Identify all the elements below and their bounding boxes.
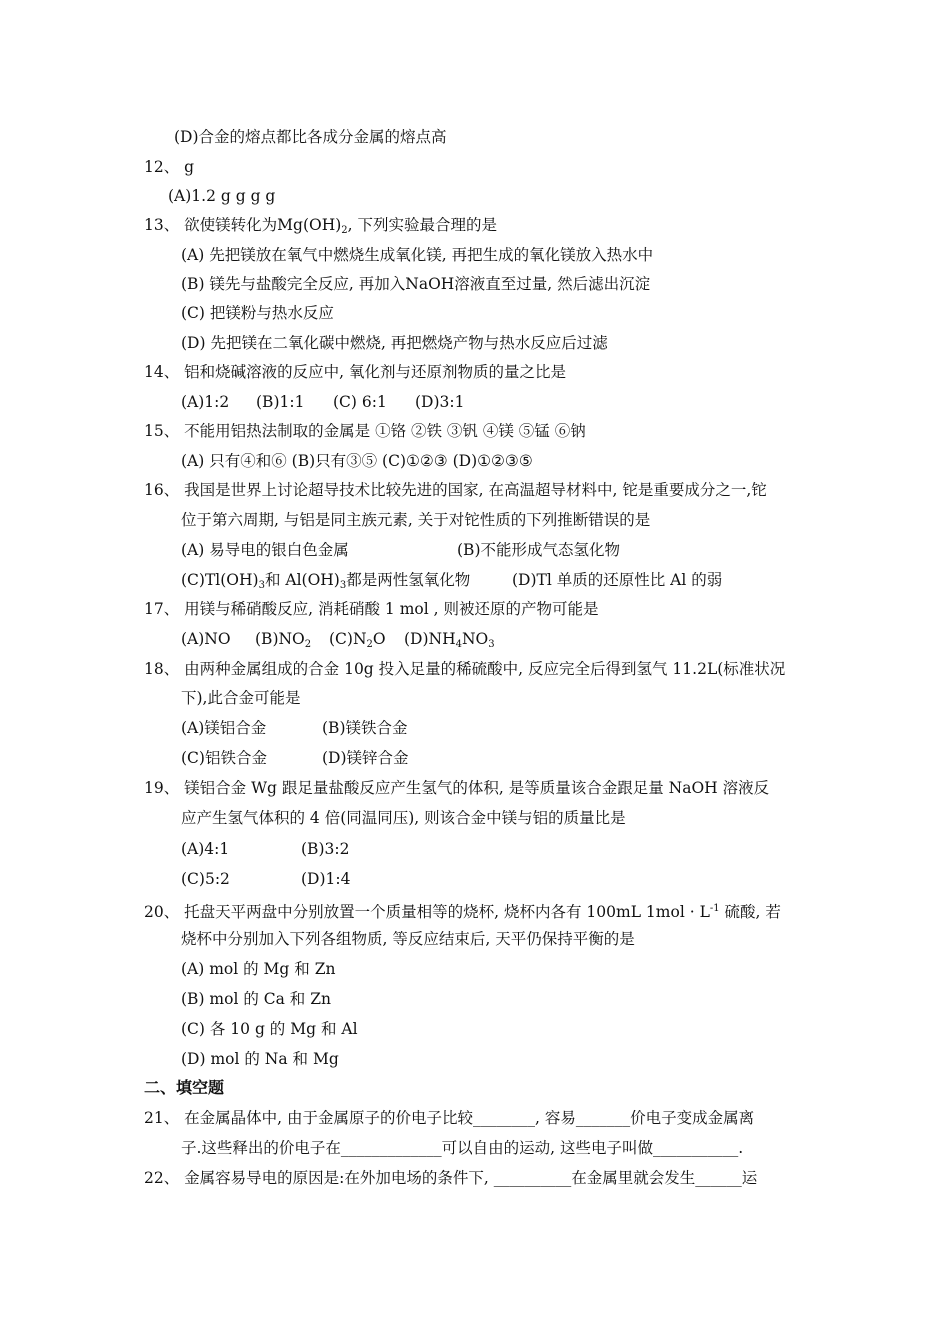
q15-stem: 15、 不能用铝热法制取的金属是 ①铬 ②铁 ③钒 ④镁 ⑤锰 ⑥钠 [144, 422, 586, 440]
q11-option-d: (D)合金的熔点都比各成分金属的熔点高 [174, 128, 447, 146]
q20-option-c: (C) 各 10 g 的 Mg 和 Al [181, 1020, 358, 1038]
q18-options-cd: (C)铝铁合金 (D)镁锌合金 [181, 749, 409, 767]
q19-options-ab: (A)4:1 (B)3:2 [181, 840, 350, 858]
q17-options: (A)NO $(B)NO_2$ $(C)N_2O$ $(D)NH_4NO_3$ [181, 630, 495, 650]
q20-stem: 20、 托盘天平两盘中分别放置一个质量相等的烧杯, 烧杯内各有 100mL $1mol \cdot L^{-1}$ 硫酸, 若 [144, 903, 781, 921]
q16-options-ab: (A) 易导电的银白色金属 (B)不能形成气态氢化物 [181, 541, 620, 559]
q19-options-cd: (C)5:2 (D)1:4 [181, 870, 351, 888]
section-heading-fill-in: 二、填空题 [144, 1078, 225, 1097]
q20-option-b: (B) mol 的 Ca 和 Zn [181, 990, 331, 1008]
q15-options: (A) 只有④和⑥ (B)只有③⑤ (C)①②③ (D)①②③⑤ [181, 452, 533, 470]
q16-stem-cont: 位于第六周期, 与铝是同主族元素, 关于对铊性质的下列推断错误的是 [181, 511, 651, 529]
q13-option-b: (B) 镁先与盐酸完全反应, 再加入NaOH溶液直至过量, 然后滤出沉淀 [181, 275, 651, 293]
q16-options-cd: $(C)Tl(OH)_3$和 $Al(OH)_3$都是两性氢氧化物 (D)Tl 单质的还原性比 Al 的弱 [181, 571, 723, 591]
q13-option-d: (D) 先把镁在二氧化碳中燃烧, 再把燃烧产物与热水反应后过滤 [181, 334, 608, 352]
q14-stem: 14、 铝和烧碱溶液的反应中, 氧化剂与还原剂物质的量之比是 [144, 363, 567, 381]
q17-stem: 17、 用镁与稀硝酸反应, 消耗硝酸 1 mol , 则被还原的产物可能是 [144, 600, 599, 618]
q12-options: (A)1.2 g g g g [168, 187, 276, 205]
q20-option-d: (D) mol 的 Na 和 Mg [181, 1050, 339, 1068]
q13-option-a: (A) 先把镁放在氧气中燃烧生成氧化镁, 再把生成的氧化镁放入热水中 [181, 246, 654, 264]
q19-stem-cont: 应产生氢气体积的 4 倍(同温同压), 则该合金中镁与铝的质量比是 [181, 809, 626, 827]
q20-option-a: (A) mol 的 Mg 和 Zn [181, 960, 336, 978]
q12-stem: 12、 g [144, 158, 195, 176]
q16-stem: 16、 我国是世界上讨论超导技术比较先进的国家, 在高温超导材料中, 铊是重要成分之一,铊 [144, 481, 767, 499]
q13-stem: 13、 欲使镁转化为$Mg(OH)_2$, 下列实验最合理的是 [144, 216, 497, 236]
q18-stem: 18、 由两种金属组成的合金 10g 投入足量的稀硫酸中, 反应完全后得到氢气 11.2L(标准状况 [144, 660, 786, 678]
q22-stem: 22、 金属容易导电的原因是:在外加电场的条件下, __________在金属里就会发生______运 [144, 1169, 758, 1187]
q21-stem: 21、 在金属晶体中, 由于金属原子的价电子比较________, 容易_______价电子变成金属离 [144, 1109, 755, 1127]
q18-stem-cont: 下),此合金可能是 [181, 689, 301, 707]
q20-stem-cont: 烧杯中分别加入下列各组物质, 等反应结束后, 天平仍保持平衡的是 [181, 930, 635, 948]
q14-options: (A)1:2 (B)1:1 (C) 6:1 (D)3:1 [181, 393, 465, 411]
q21-stem-cont: 子.这些释出的价电子在_____________可以自由的运动, 这些电子叫做___________. [181, 1139, 744, 1157]
q18-options-ab: (A)镁铝合金 (B)镁铁合金 [181, 719, 408, 737]
q13-option-c: (C) 把镁粉与热水反应 [181, 304, 334, 322]
q19-stem: 19、 镁铝合金 Wg 跟足量盐酸反应产生氢气的体积, 是等质量该合金跟足量 NaOH 溶液反 [144, 779, 770, 797]
